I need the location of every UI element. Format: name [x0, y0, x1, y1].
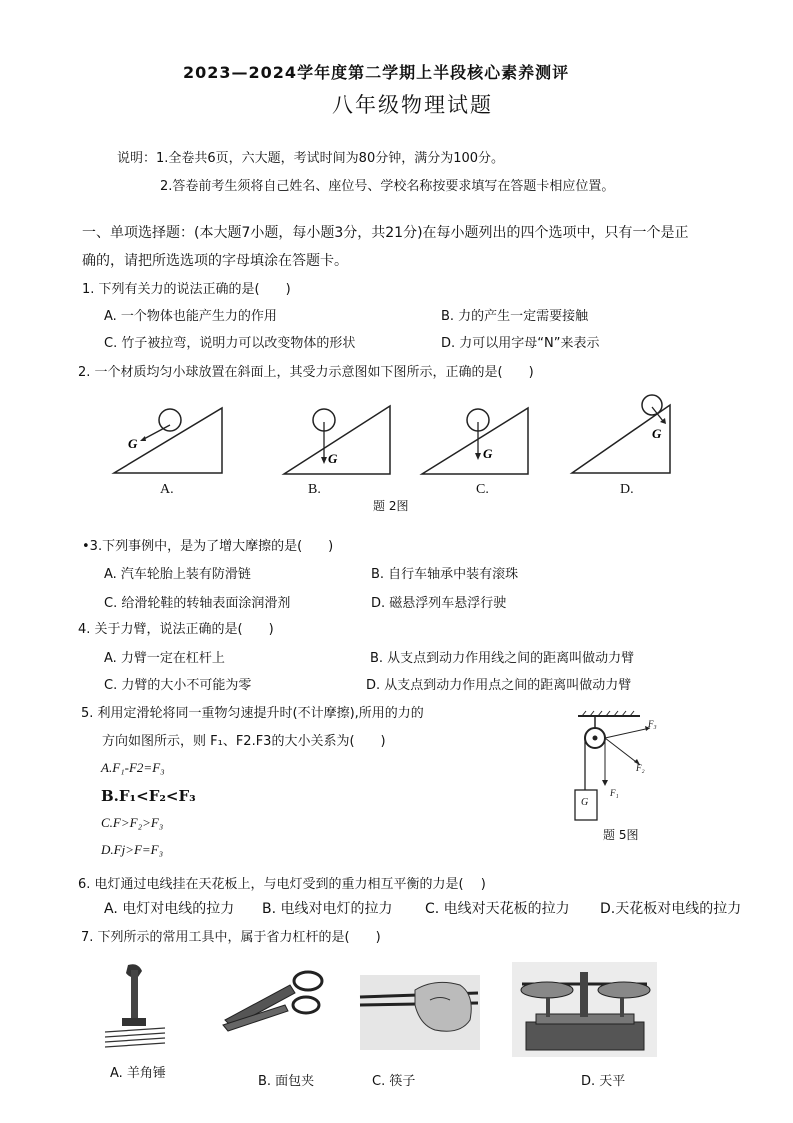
q7-option-d: D. 天平	[581, 1074, 626, 1089]
q2-figure-b	[262, 390, 412, 485]
q2-figure-c	[420, 390, 570, 485]
q5-stem-line1: 5. 利用定滑轮将同一重物匀速提升时(不计摩擦),所用的力的	[81, 706, 424, 721]
q3-option-c: C. 给滑轮鞋的转轴表面涂润滑剂	[104, 596, 291, 611]
q7-balance-image	[512, 962, 657, 1057]
q5-option-d: D.Fj>F=F₃	[101, 842, 164, 857]
q7-chopsticks-image	[360, 975, 480, 1050]
q7-option-c: C. 筷子	[372, 1074, 416, 1089]
svg-text:G: G	[483, 446, 493, 461]
section1-instructions-line1: 一、单项选择题：(本大题7小题，每小题3分，共21分)在每小题列出的四个选项中，只有一个是正	[82, 225, 689, 241]
q7-option-a: A. 羊角锤	[110, 1066, 166, 1081]
q2-label-a: A.	[160, 482, 174, 497]
svg-text:G: G	[652, 426, 662, 441]
section1-instructions-line2: 确的，请把所选选项的字母填涂在答题卡。	[82, 253, 348, 269]
q6-option-b: B. 电线对电灯的拉力	[262, 901, 393, 917]
q1-option-c: C. 竹子被拉弯，说明力可以改变物体的形状	[104, 336, 356, 351]
q7-stem: 7. 下列所示的常用工具中，属于省力杠杆的是( )	[81, 930, 381, 945]
q4-option-b: B. 从支点到动力作用线之间的距离叫做动力臂	[370, 651, 635, 666]
q5-caption: 题 5图	[603, 828, 639, 842]
exam-subtitle: 八年级物理试题	[332, 93, 493, 117]
q1-option-a: A. 一个物体也能产生力的作用	[104, 309, 277, 324]
q4-stem: 4. 关于力臂，说法正确的是( )	[78, 622, 274, 637]
q5-label-g: G	[581, 797, 589, 808]
svg-text:G: G	[328, 451, 338, 466]
q1-option-d: D. 力可以用字母“N”来表示	[441, 336, 600, 351]
q2-caption: 题 2图	[373, 499, 409, 513]
exam-title: 2023—2024学年度第二学期上半段核心素养测评	[183, 63, 570, 82]
q2-figure-a	[90, 390, 240, 485]
q2-figure-d	[568, 385, 718, 480]
q2-label-b: B.	[308, 482, 321, 497]
q1-option-b: B. 力的产生一定需要接触	[441, 309, 589, 324]
q4-option-c: C. 力臂的大小不可能为零	[104, 678, 252, 693]
q6-stem: 6. 电灯通过电线挂在天花板上，与电灯受到的重力相互平衡的力是( )	[78, 877, 486, 892]
q5-option-a: A.F₁-F2=F₃	[101, 760, 165, 775]
svg-text:G: G	[128, 436, 138, 451]
q2-stem: 2. 一个材质均匀小球放置在斜面上，其受力示意图如下图所示，正确的是( )	[78, 365, 534, 380]
q3-stem: •3.下列事例中，是为了增大摩擦的是( )	[82, 539, 334, 554]
q3-option-b: B. 自行车轴承中装有滚珠	[371, 567, 519, 582]
q3-option-d: D. 磁悬浮列车悬浮行驶	[371, 596, 507, 611]
q2-label-c: C.	[476, 482, 489, 497]
q5-label-f3: F₃	[648, 719, 657, 729]
q2-label-d: D.	[620, 482, 634, 497]
q6-option-c: C. 电线对天花板的拉力	[425, 901, 570, 917]
q5-label-f1: F₁	[610, 788, 619, 798]
q5-option-c: C.F>F₂>F₃	[101, 815, 164, 830]
q6-option-a: A. 电灯对电线的拉力	[104, 901, 235, 917]
note-line-1: 说明：1.全卷共6页，六大题，考试时间为80分钟，满分为100分。	[117, 151, 505, 166]
q5-label-f2: F₂	[636, 763, 645, 773]
q4-option-d: D. 从支点到动力作用点之间的距离叫做动力臂	[366, 678, 632, 693]
q1-stem: 1. 下列有关力的说法正确的是( )	[82, 282, 291, 297]
q6-option-d: D.天花板对电线的拉力	[600, 901, 742, 917]
note-line-2: 2.答卷前考生须将自己姓名、座位号、学校名称按要求填写在答题卡相应位置。	[160, 179, 615, 194]
q7-hammer-image	[100, 960, 170, 1055]
q7-option-b: B. 面包夹	[258, 1074, 315, 1089]
q5-stem-line2: 方向如图所示，则 F₁、F2.F3的大小关系为( )	[102, 734, 386, 749]
q4-option-a: A. 力臂一定在杠杆上	[104, 651, 225, 666]
q5-option-b: B.F₁<F₂<F₃	[101, 787, 196, 805]
q3-option-a: A. 汽车轮胎上装有防滑链	[104, 567, 251, 582]
q7-bread-tongs-image	[220, 965, 330, 1035]
